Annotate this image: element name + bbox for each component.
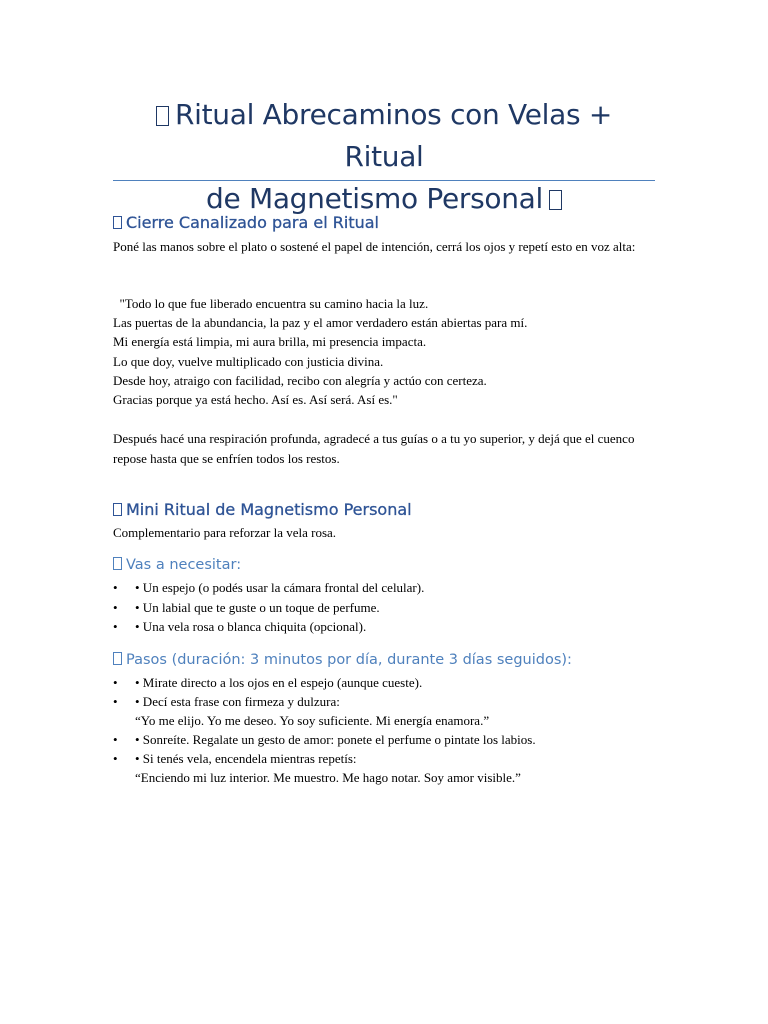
section-heading-text: Mini Ritual de Magnetismo Personal — [126, 500, 412, 519]
bullet-marker: • — [113, 580, 118, 595]
subheading-pasos — [113, 652, 572, 668]
step-quote: “Enciendo mi luz interior. Me muestro. Me hago notar. Soy amor visible.” — [135, 770, 521, 785]
quote-line: Desde hoy, atraigo con facilidad, recibo con alegría y actúo con certeza. — [113, 373, 487, 388]
quote-line: "Todo lo que fue liberado encuentra su camino hacia la luz. — [113, 296, 429, 311]
list-item: • Mirate directo a los ojos en el espejo (aunque cueste). — [135, 675, 423, 690]
page-title — [113, 94, 655, 220]
quote-line: Mi energía está limpia, mi aura brilla, mi presencia impacta. — [113, 334, 427, 349]
subheading-text: Pasos (duración: 3 minutos por día, durante 3 días seguidos): — [126, 652, 572, 668]
quote-line: Las puertas de la abundancia, la paz y el amor verdadero están abiertas para mí. — [113, 315, 528, 330]
section1-intro: Poné las manos sobre el plato o sostené el papel de intención, cerrá los ojos y repetí esto en voz alta: — [113, 239, 636, 254]
list-item: • Un labial que te guste o un toque de perfume. — [135, 600, 380, 615]
step-quote: “Yo me elijo. Yo me deseo. Yo soy suficiente. Mi energía enamora.” — [135, 713, 490, 728]
quote-line: Gracias porque ya está hecho. Así es. Así será. Así es." — [113, 392, 398, 407]
section-heading-cierre — [113, 213, 379, 232]
list-item: • Decí esta frase con firmeza y dulzura: — [135, 694, 340, 709]
bullet-marker: • — [113, 751, 118, 766]
title-line-1 — [113, 94, 655, 178]
subheading-text: Vas a necesitar: — [126, 557, 242, 573]
missing-glyph-icon — [156, 106, 169, 126]
missing-glyph-icon — [113, 557, 122, 570]
missing-glyph-icon — [113, 652, 122, 665]
bullet-marker: • — [113, 675, 118, 690]
section2-intro: Complementario para reforzar la vela rosa. — [113, 525, 337, 540]
section-heading-mini-ritual — [113, 500, 412, 519]
title-divider — [113, 180, 655, 181]
bullet-marker: • — [113, 600, 118, 615]
quote-line: Lo que doy, vuelve multiplicado con justicia divina. — [113, 354, 384, 369]
title-line-2-text: de Magnetismo Personal — [205, 182, 544, 215]
missing-glyph-icon — [113, 503, 122, 516]
bullet-marker: • — [113, 694, 118, 709]
list-item: • Un espejo (o podés usar la cámara frontal del celular). — [135, 580, 425, 595]
missing-glyph-icon — [113, 216, 122, 229]
subheading-vas-a-necesitar — [113, 557, 241, 573]
missing-glyph-icon — [549, 190, 562, 210]
bullet-marker: • — [113, 619, 118, 634]
title-line-1-text: Ritual Abrecaminos con Velas + Ritual — [174, 98, 613, 173]
list-item: • Si tenés vela, encendela mientras repetís: — [135, 751, 357, 766]
section1-closing: Después hacé una respiración profunda, agradecé a tus guías o a tu yo superior, y dejá que el cuenco repose hasta que se enfríen todos los restos. — [113, 431, 635, 466]
list-item: • Una vela rosa o blanca chiquita (opcional). — [135, 619, 367, 634]
list-item: • Sonreíte. Regalate un gesto de amor: ponete el perfume o pintate los labios. — [135, 732, 536, 747]
section-heading-text: Cierre Canalizado para el Ritual — [126, 213, 379, 232]
bullet-marker: • — [113, 732, 118, 747]
